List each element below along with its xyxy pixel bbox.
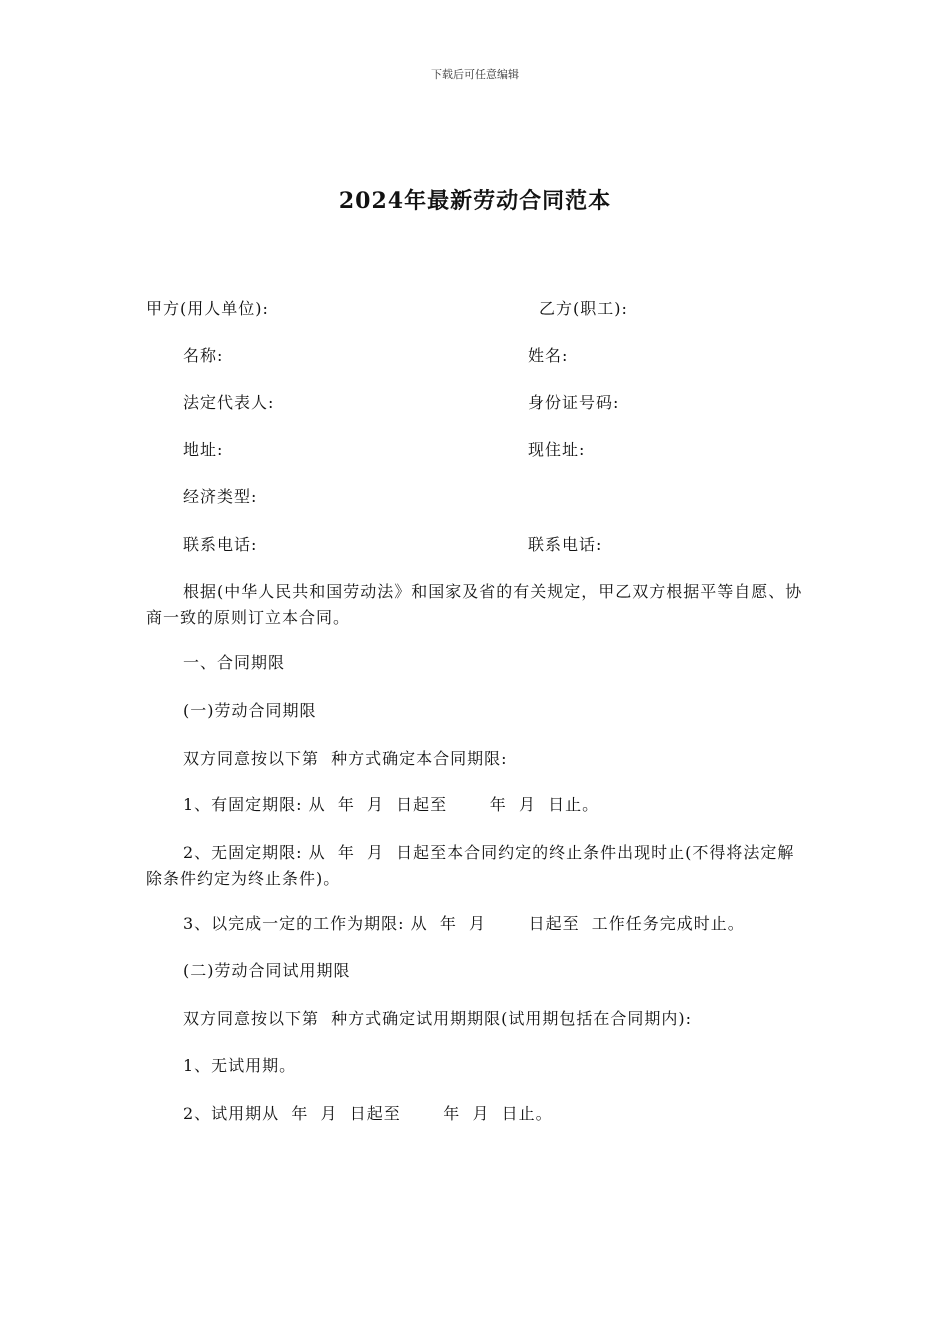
party-b-heading: 乙方(职工):: [539, 299, 628, 318]
party-b-id-number-label: 身份证号码:: [528, 393, 620, 412]
party-a-phone-label: 联系电话:: [183, 535, 258, 554]
party-a-legal-rep-label: 法定代表人:: [183, 393, 275, 412]
section-1-1-option-3: 3、以完成一定的工作为期限: 从 年 月 日起至 工作任务完成时止。: [183, 914, 745, 933]
section-1-heading: 一、合同期限: [183, 653, 286, 672]
document-title: 2024年最新劳动合同范本: [338, 188, 612, 214]
section-1-1-option-2: 2、无固定期限: 从 年 月 日起至本合同约定的终止条件出现时止(不得将法定解除条件约定为终止条件)。: [146, 843, 795, 888]
party-a-address-label: 地址:: [183, 440, 224, 459]
section-1-1-heading: (一)劳动合同期限: [183, 701, 317, 720]
section-1-2-option-2: 2、试用期从 年 月 日起至 年 月 日止。: [183, 1104, 553, 1123]
party-a-name-label: 名称:: [183, 346, 224, 365]
section-1-2-choose: 双方同意按以下第 种方式确定试用期期限(试用期包括在合同期内):: [183, 1009, 693, 1028]
section-1-1-option-1: 1、有固定期限: 从 年 月 日起至 年 月 日止。: [183, 795, 600, 814]
party-b-address-label: 现住址:: [528, 440, 586, 459]
section-1-1-choose: 双方同意按以下第 种方式确定本合同期限:: [183, 749, 508, 768]
party-b-phone-label: 联系电话:: [528, 535, 603, 554]
intro-paragraph: 根据(中华人民共和国劳动法》和国家及省的有关规定，甲乙双方根据平等自愿、协商一致的原则订立本合同。: [146, 582, 803, 627]
section-1-2-option-1: 1、无试用期。: [183, 1056, 297, 1075]
party-b-name-label: 姓名:: [528, 346, 569, 365]
party-a-heading: 甲方(用人单位):: [146, 299, 269, 318]
header-note: 下载后可任意编辑: [431, 68, 519, 81]
section-1-2-heading: (二)劳动合同试用期限: [183, 961, 351, 980]
party-a-econ-type-label: 经济类型:: [183, 487, 258, 506]
